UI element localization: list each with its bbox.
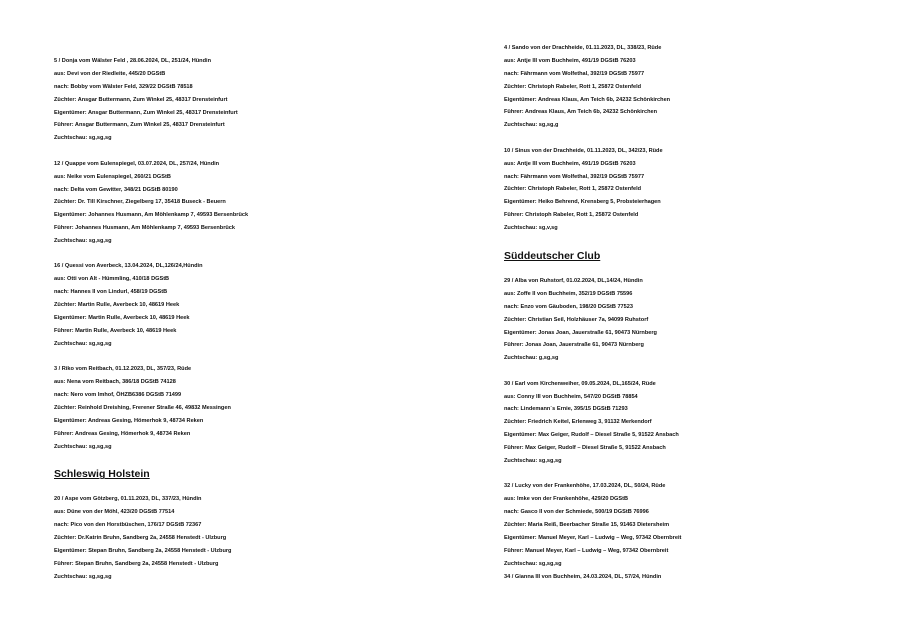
entry-spacer (54, 351, 454, 364)
entry-line: 4 / Sando von der Drachheide, 01.11.2023, DL, 338/23, Rüde (504, 45, 662, 51)
entry-line: nach: Fährmann vom Wolfethal, 392/19 DGStB 75977 (504, 173, 645, 180)
entry-line: aus: Düne von der Möhl, 423/20 DGStB 77514 (54, 509, 175, 516)
entry-line: Zuchtschau: sg,sg,sg (54, 340, 112, 347)
entry-line: Züchter: Dr. Till Kirschner, Ziegelberg 17, 35418 Buseck - Beuern (54, 199, 226, 206)
entry-line: Züchter: Christian Seil, Holzhäuser 7a, 94099 Ruhstorf (504, 316, 649, 323)
entry-line: Züchter: Christoph Rabeler, Rott 1, 25872 Ostenfeld (504, 186, 642, 193)
entry-line: aus: Conny III von Buchheim, 547/20 DGStB 78854 (504, 393, 638, 400)
entry-line: Eigentümer: Martin Rulle, Averbeck 10, 48619 Heek (54, 315, 190, 322)
entry-line: Führer: Andreas Klaus, Am Teich 6b, 24232 Schönkirchen (504, 109, 658, 116)
entry-line: nach: Lindemann´s Ernie, 395/15 DGStB 71293 (504, 406, 628, 413)
entry-spacer (54, 145, 454, 158)
entry-line: aus: Otti von Alt - Hümmling, 410/18 DGStB (54, 276, 170, 283)
entry-line: Züchter: Martin Rulle, Averbeck 10, 48619 Heek (54, 302, 180, 309)
entry-line: Führer: Manuel Meyer, Karl – Ludwig – Weg, 97342 Obernbreit (504, 547, 669, 554)
entry-line: Zuchtschau: sg,sg,g (504, 122, 559, 129)
entry-line: aus: Nena vom Reitbach, 386/18 DGStB 74128 (54, 379, 176, 386)
entry-line: Führer: Christoph Rabeler, Rott 1, 25872 Ostenfeld (504, 212, 639, 219)
entry-line: Eigentümer: Heiko Behrend, Krensberg 5, Probsteierhagen (504, 199, 661, 206)
entry-line: Führer: Max Geiger, Rudolf – Diesel Straße 5, 91522 Ansbach (504, 445, 666, 452)
entry-line: nach: Nero vom Imhof, ÖHZB6386 DGStB 71499 (54, 391, 182, 398)
entry-line: 30 / Earl vom Kirchenweiher, 09.05.2024, DL,165/24, Rüde (504, 380, 656, 387)
section-heading: Schleswig Holstein (54, 468, 150, 481)
entry-line: Züchter: Dr.Katrin Bruhn, Sandberg 2a, 24558 Henstedt - Ulzburg (54, 535, 227, 542)
dog-entry (504, 480, 900, 583)
entry-line: Züchter: Maria Reiß, Beerbacher Straße 15, 91463 Dietersheim (504, 522, 670, 529)
entry-line: Züchter: Christoph Rabeler, Rott 1, 25872 Ostenfeld (504, 83, 642, 90)
entry-line: 10 / Sinus von der Drachheide, 01.11.2023, DL, 342/23, Rüde (504, 147, 663, 154)
entry-line: Zuchtschau: sg,sg,sg (54, 238, 112, 245)
right-column (504, 42, 900, 584)
entry-line: Zuchtschau: sg,sg,sg (504, 560, 562, 567)
left-column (54, 55, 454, 584)
entry-line: Führer: Jonas Joan, Jauerstraße 61, 90473 Nürnberg (504, 342, 644, 349)
entry-line: Eigentümer: Max Geiger, Rudolf – Diesel Straße 5, 91522 Ansbach (504, 432, 679, 439)
entry-line: Führer: Johannes Husmann, Am Möhlenkamp 7, 49593 Bersenbrück (54, 225, 236, 232)
entry-line: 32 / Lucky von der Frankenhöhe, 17.03.2024, DL, 50/24, Rüde (504, 483, 666, 490)
entry-line: Zuchtschau: sg,sg,sg (54, 135, 112, 142)
entry-line: Eigentümer: Johannes Husmann, Am Möhlenkamp 7, 49593 Bersenbrück (54, 212, 249, 219)
entry-line: aus: Zoffe II von Buchheim, 352/19 DGStB 75596 (504, 290, 633, 297)
entry-line: Eigentümer: Andreas Gesing, Hömerhok 9, 48734 Reken (54, 417, 204, 424)
dog-entry (54, 363, 454, 453)
entry-line: 12 / Quappe vom Eulenspiegel, 03.07.2024, DL, 257/24, Hündin (54, 160, 220, 167)
entry-line: Eigentümer: Ansgar Buttermann, Zum Winkel 25, 48317 Drensteinfurt (54, 109, 238, 116)
entry-line: Zuchtschau: sg,sg,sg (504, 458, 562, 465)
entry-line: nach: Delta vom Gewitter, 348/21 DGStB 80190 (54, 186, 178, 193)
entry-line: Führer: Ansgar Buttermann, Zum Winkel 25, 48317 Drensteinfurt (54, 122, 225, 129)
entry-line: 16 / Quessi von Averbeck, 13.04.2024, DL,126/24,Hündin (54, 263, 203, 270)
entry-line: aus: Devi von der Riedleite, 445/20 DGStB (54, 70, 166, 77)
dog-entry (504, 378, 900, 468)
entry-line: Zuchtschau: sg,sg,sg (54, 443, 112, 450)
entry-line: Zuchtschau: sg,v,sg (504, 225, 558, 232)
dog-entry (54, 158, 454, 248)
entry-line: Eigentümer: Manuel Meyer, Karl – Ludwig – Weg, 97342 Obernbreit (504, 535, 682, 541)
dog-entry (504, 42, 900, 132)
entry-line: aus: Neike vom Eulenspiegel, 260/21 DGStB (54, 173, 171, 180)
entry-line: Züchter: Ansgar Buttermann, Zum Winkel 25, 48317 Drensteinfurt (54, 96, 228, 103)
dog-entry (54, 55, 454, 145)
entry-spacer (504, 132, 900, 145)
entry-line: aus: Antje III vom Buchheim, 491/19 DGStB 76203 (504, 160, 636, 167)
section-heading: Süddeutscher Club (504, 249, 601, 262)
entry-spacer (54, 248, 454, 261)
entry-line: Zuchtschau: g,sg,sg (504, 355, 559, 362)
entry-spacer (504, 468, 900, 481)
entry-line: 3 / Riko vom Reitbach, 01.12.2023, DL, 357/23, Rüde (54, 366, 192, 373)
entry-line: nach: Hannes II von Lindurl, 458/19 DGStB (54, 289, 168, 296)
entry-line: Führer: Martin Rulle, Averbeck 10, 48619 Heek (54, 327, 177, 334)
entry-line: Züchter: Friedrich Keitel, Erlenweg 3, 91132 Merkendorf (504, 419, 652, 426)
entry-line: Führer: Andreas Gesing, Hömerhok 9, 48734 Reken (54, 430, 191, 437)
entry-line: nach: Gasco II von der Schmiede, 500/19 DGStB 76996 (504, 509, 649, 516)
entry-spacer (504, 365, 900, 378)
entry-line: Eigentümer: Jonas Joan, Jauerstraße 61, 90473 Nürnberg (504, 329, 657, 336)
entry-line: aus: Imke von der Frankenhöhe, 429/20 DGStB (504, 496, 629, 503)
entry-line: Zuchtschau: sg,sg,sg (54, 573, 112, 580)
entry-line: aus: Antje III vom Buchheim, 491/19 DGStB 76203 (504, 57, 636, 64)
entry-line: nach: Enzo vom Gäuboden, 198/20 DGStB 77523 (504, 303, 634, 310)
entry-line: Eigentümer: Andreas Klaus, Am Teich 6b, 24232 Schönkirchen (504, 96, 671, 103)
entry-line: 20 / Aspe vom Götzberg, 01.11.2023, DL, 337/23, Hündin (54, 496, 202, 503)
entry-line: nach: Fährmann vom Wolfethal, 392/19 DGStB 75977 (504, 70, 645, 77)
entry-line: Eigentümer: Stepan Bruhn, Sandberg 2a, 24558 Henstedt - Ulzburg (54, 548, 232, 554)
entry-line: Züchter: Reinhold Dreishing, Frerener Straße 46, 49832 Messingen (54, 404, 231, 411)
entry-line: nach: Pico von den Horstbüschen, 176/17 DGStB 72367 (54, 522, 202, 529)
dog-entry (54, 260, 454, 350)
entry-line: 5 / Donja vom Wälster Feld , 28.06.2024, DL, 251/24, Hündin (54, 58, 211, 64)
entry-line: nach: Bobby vom Wälster Feld, 329/22 DGStB 78518 (54, 83, 193, 90)
entry-line: 29 / Alba von Ruhstorf, 01.02.2024, DL,14/24, Hündin (504, 277, 643, 284)
entry-line: Führer: Stepan Bruhn, Sandberg 2a, 24558 Henstedt - Ulzburg (54, 560, 219, 567)
dog-entry (54, 493, 454, 583)
entry-line: 34 / Gianna III von Buchheim, 24.03.2024, DL, 57/24, Hündin (504, 573, 662, 580)
dog-entry (504, 145, 900, 235)
dog-entry (504, 275, 900, 365)
